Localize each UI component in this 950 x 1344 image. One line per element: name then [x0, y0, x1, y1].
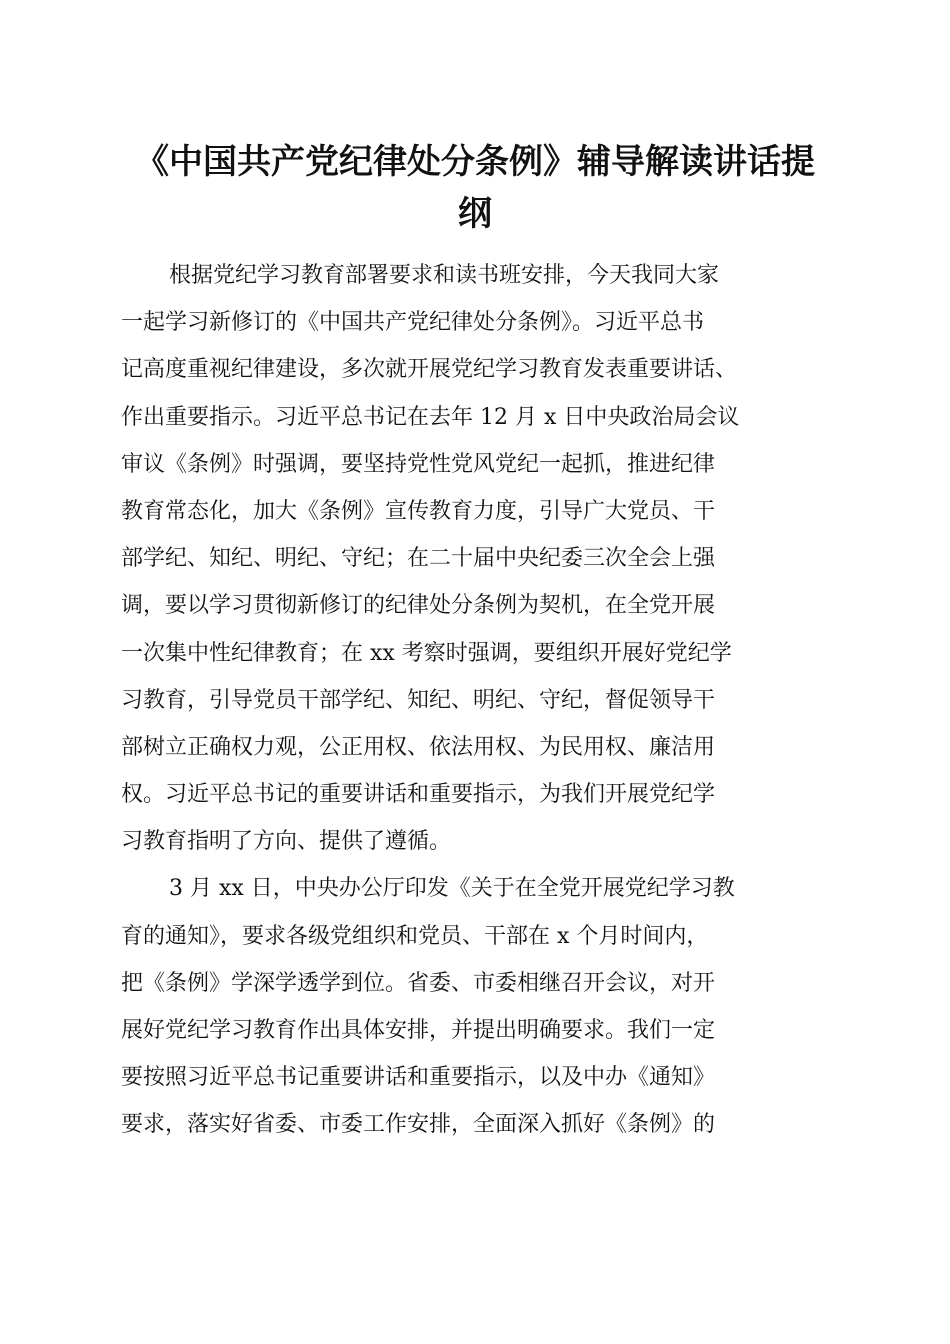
paragraph-line: 部学纪、知纪、明纪、守纪；在二十届中央纪委三次全会上强: [121, 546, 716, 572]
paragraph-line: 展好党纪学习教育作出具体安排，并提出明确要求。我们一定: [121, 1018, 716, 1043]
paragraph-line: 要按照习近平总书记重要讲话和重要指示，以及中办《通知》: [121, 1065, 716, 1091]
paragraph-line: 一起学习新修订的《中国共产党纪律处分条例》。习近平总书: [121, 310, 705, 336]
paragraph-line: 要求，落实好省委、市委工作安排，全面深入抓好《条例》的: [121, 1112, 716, 1138]
paragraph-line: 一次集中性纪律教育；在 xx 考察时强调，要组织开展好党纪学: [121, 640, 732, 666]
paragraph-line: 习教育，引导党员干部学纪、知纪、明纪、守纪，督促领导干: [121, 687, 716, 713]
paragraph-line: 育的通知》，要求各级党组织和党员、干部在 x 个月时间内，: [121, 923, 709, 949]
paragraph-line: 部树立正确权力观，公正用权、依法用权、为民用权、廉洁用: [121, 734, 716, 760]
paragraph-line: 教育常态化，加大《条例》宣传教育力度，引导广大党员、干: [121, 498, 716, 524]
paragraph-line: 作出重要指示。习近平总书记在去年 12 月 x 日中央政治局会议: [121, 404, 740, 430]
paragraph-line: 调，要以学习贯彻新修订的纪律处分条例为契机，在全党开展: [121, 593, 716, 619]
title-line: 《中国共产党纪律处分条例》辅导解读讲话提: [135, 142, 815, 182]
paragraph-line: 习教育指明了方向、提供了遵循。: [121, 829, 452, 855]
paragraph-1: [121, 252, 827, 865]
paragraph-line: 3 月 xx 日，中央办公厅印发《关于在全党开展党纪学习教: [169, 876, 735, 902]
paragraph-line: 记高度重视纪律建设，多次就开展党纪学习教育发表重要讲话、: [121, 357, 738, 383]
paragraph-line: 权。习近平总书记的重要讲话和重要指示，为我们开展党纪学: [121, 782, 716, 808]
paragraph-line: 审议《条例》时强调，要坚持党性党风党纪一起抓，推进纪律: [121, 451, 716, 477]
paragraph-line: 把《条例》学深学透学到位。省委、市委相继召开会议，对开: [121, 970, 716, 996]
title-line: 纲: [458, 194, 492, 234]
paragraph-2: [121, 865, 827, 1148]
document-body: [121, 252, 827, 1149]
document-title: [100, 136, 850, 240]
paragraph-line: 根据党纪学习教育部署要求和读书班安排，今天我同大家: [169, 263, 720, 288]
